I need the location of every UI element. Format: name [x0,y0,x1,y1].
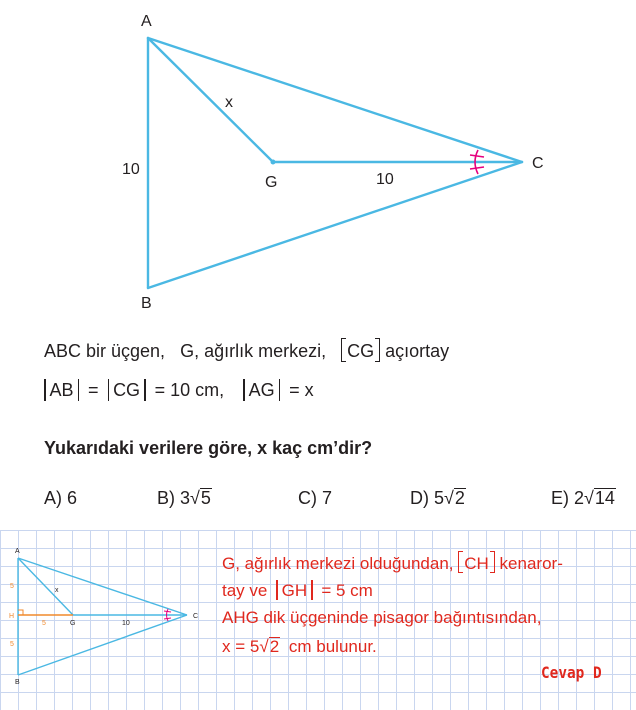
cg-text: CG [113,380,141,400]
sqrt-icon: √ [259,637,269,656]
option-value: 7 [322,488,333,508]
small-label-c: C [193,613,199,620]
solution-line-2 [222,580,373,601]
main-triangle-figure [0,0,636,320]
small-label-x: x [55,587,59,594]
small-label-a: A [15,548,20,555]
solution-text: tay ve [222,581,268,600]
radicand: 2 [269,637,280,656]
equals-x: = x [289,380,314,400]
solution-line-4 [222,637,377,657]
option-value: 5 [434,488,445,508]
bisector-text: açıortay [385,341,450,361]
label-gc-length: 10 [376,171,394,188]
radicand: 14 [594,488,615,508]
sqrt-icon: √ [444,488,454,508]
option-c[interactable] [298,488,332,509]
triangle-statement: ABC bir üçgen, [44,341,166,361]
option-e[interactable] [551,488,616,509]
label-a: A [141,13,152,30]
segment-ag [148,38,273,162]
side-bc [148,162,522,288]
small-label-five-top: 5 [10,583,14,590]
option-b[interactable] [157,488,212,509]
sqrt-icon: √ [584,488,594,508]
small-label-b: B [15,679,20,686]
equals-10cm: = 10 cm, [154,380,225,400]
question: Yukarıdaki verilere göre, x kaç cm’dir? [44,438,373,458]
option-letter: C) [298,488,317,508]
solution-figure [0,540,215,690]
radicand: 5 [200,488,211,508]
solution-text: x = 5 [222,637,260,656]
label-g: G [265,174,278,191]
option-d[interactable] [410,488,466,509]
option-value: 3 [180,488,191,508]
problem-line-1 [44,338,449,362]
option-letter: D) [410,488,429,508]
solution-text: cm bulunur. [288,637,377,656]
option-a[interactable] [44,488,77,509]
small-label-five-bottom: 5 [10,641,14,648]
solution-text: G, ağırlık merkezi olduğundan, [222,554,454,573]
ch-text: CH [464,554,489,573]
segment-cg-text: CG [347,341,375,361]
small-label-hg: 5 [42,620,46,627]
problem-line-2 [44,379,314,401]
centroid-statement: G, ağırlık merkezi, [180,341,327,361]
ag-text: AG [248,380,275,400]
label-x: x [225,94,233,111]
label-c: C [532,155,544,172]
solution-line-3: AHG dik üçgeninde pisagor bağıntısından, [222,608,542,627]
sqrt-icon: √ [190,488,200,508]
equals-1: = [88,380,99,400]
option-letter: B) [157,488,175,508]
label-ab-length: 10 [122,161,140,178]
radicand: 2 [454,488,465,508]
small-label-h: H [9,613,15,620]
answer-label: Cevap D [541,663,602,682]
side-ac [148,38,522,162]
option-letter: E) [551,488,569,508]
point-g [271,160,276,165]
small-label-g: G [70,620,76,627]
small-label-gc: 10 [122,620,130,627]
solution-text: = 5 cm [321,581,373,600]
solution-line-1 [222,551,563,574]
option-value: 2 [574,488,585,508]
gh-text: GH [281,581,308,600]
label-b: B [141,295,152,312]
option-value: 6 [67,488,78,508]
option-letter: A) [44,488,62,508]
ab-text: AB [49,380,74,400]
solution-text: kenaror- [499,554,563,573]
